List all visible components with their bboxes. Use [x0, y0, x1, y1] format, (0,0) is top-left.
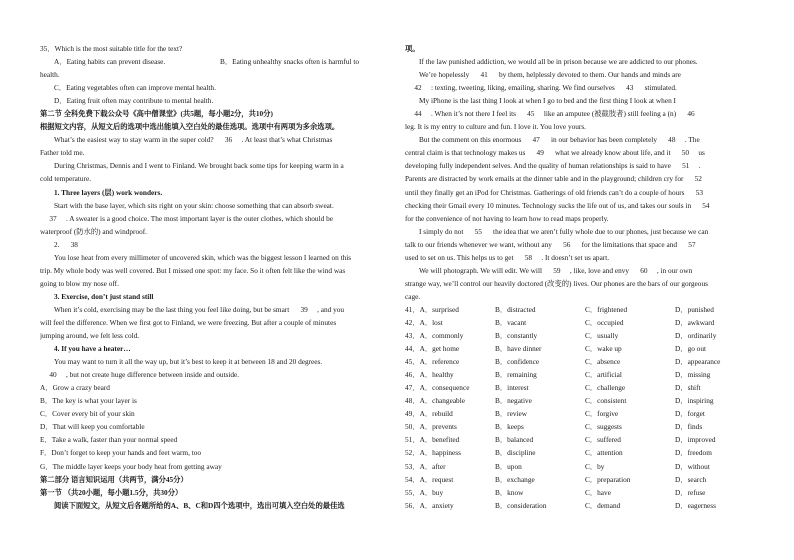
option-d: D．That will keep you comfortable [40, 422, 145, 432]
answer-option-d: D．forget [675, 409, 705, 419]
option-g: G．The middle layer keeps your body heat from getting away [40, 461, 222, 471]
answer-option-c: C．artificial [585, 370, 622, 380]
answer-option-d: D．inspiring [675, 396, 714, 406]
passage-line: What’s the easiest way to stay warm in the super cold? 36 . At least that’s what Christmas [40, 133, 390, 146]
answer-row [405, 303, 755, 316]
passage-line: 44 . When it’s not there I feel its 45 like an amputee (被截肢者) still feeling a (n) 46 [405, 107, 755, 120]
answer-option-d: D．without [675, 461, 710, 471]
answer-option-d: D．punished [675, 304, 714, 314]
blank-36: 36 [216, 133, 242, 146]
blank-44: 44 [405, 107, 431, 120]
q35-option-b-cont: health. [40, 70, 60, 80]
answer-row [405, 381, 755, 394]
passage-line: talk to our friends whenever we want, without any 56 for the limitations that space and 57 [405, 238, 755, 251]
passage-line: 42 : texting, tweeting, liking, emailing, sharing. We find ourselves 43 stimulated. [405, 81, 755, 94]
answer-option-d: D．search [675, 474, 707, 484]
blank-51: 51 [673, 159, 699, 172]
answer-option-c: C．forgive [585, 409, 619, 419]
answer-row [405, 394, 755, 407]
answer-option-b: B．have dinner [495, 344, 542, 354]
blank-45: 45 [518, 107, 544, 120]
blank-48: 48 [659, 133, 685, 146]
answer-option-d: D．shift [675, 383, 701, 393]
passage-line: Start with the base layer, which sits right on your skin: choose something that can absorb sweat. [54, 200, 334, 210]
answer-row [405, 499, 755, 512]
option-f: F．Don’t forget to keep your hands and feet warm, too [40, 448, 202, 458]
answer-option-c: C．challenge [585, 383, 626, 393]
blank-42: 42 [405, 81, 431, 94]
answer-option-d: D．go out [675, 344, 707, 354]
answer-options-list [405, 303, 755, 512]
answer-option-c: C．by [585, 461, 605, 471]
answer-option-c: C．suffered [585, 435, 621, 445]
passage-line: You lose heat from every millimeter of uncovered skin, which was the biggest lesson I learned on this [54, 252, 352, 262]
passage-line: used to set on us. This helps us to get 58 . It doesn’t set us apart. [405, 251, 755, 264]
subheading-2: 2. 38 [40, 238, 390, 251]
answer-row [405, 329, 755, 342]
answer-option-b: B．know [495, 487, 524, 497]
answer-option-c: C．preparation [585, 474, 631, 484]
passage-line: My iPhone is the last thing I look at when I go to bed and the first thing I look at when I [419, 96, 676, 106]
part2-heading: 第二部分 语言知识运用（共两节，满分45分） [40, 474, 188, 484]
passage-line: checking their Gmail every 10 minutes. Technology sucks the life out of us, and takes our souls in 54 [405, 199, 755, 212]
passage-line: If the law punished addiction, we would all be in prison because we are addicted to our phones. [419, 57, 698, 67]
q35-stem: 35．Which is the most suitable title for the text? [40, 44, 183, 53]
passage-line: cage. [405, 291, 421, 301]
answer-option-b: B．discipline [495, 448, 536, 458]
answer-row [405, 316, 755, 329]
answer-option-d: D．awkward [675, 317, 715, 327]
answer-option-c: C．demand [585, 500, 621, 510]
answer-option-b: B．review [495, 409, 528, 419]
answer-row [405, 368, 755, 381]
answer-option-a: 49．A．rebuild [405, 409, 453, 419]
answer-row [405, 342, 755, 355]
passage-line: until they finally get an iPod for Christmas. Gatherings of old friends can’t do a couple of hours 53 [405, 186, 755, 199]
blank-38: 38 [61, 238, 87, 251]
blank-50: 50 [672, 146, 698, 159]
answer-option-a: 45．A．reference [405, 357, 460, 367]
answer-option-a: 50．A．prevents [405, 422, 457, 432]
blank-37: 37 [40, 212, 66, 225]
subheading-4: 4. If you have a heater… [54, 344, 131, 354]
blank-57: 57 [679, 238, 705, 251]
passage-line: going to blow my nose off. [40, 278, 119, 288]
answer-row [405, 486, 755, 499]
passage-line: 40 , but not create huge difference between inside and outside. [40, 368, 390, 381]
answer-option-b: B．consideration [495, 500, 547, 510]
answer-option-c: C．wake up [585, 344, 622, 354]
answer-option-a: 55．A．buy [405, 487, 444, 497]
left-column [40, 42, 390, 512]
option-e: E．Take a walk, faster than your normal speed [40, 435, 178, 445]
passage-line: We’re hopelessly 41 by them, helplessly devoted to them. Our hands and minds are [405, 68, 755, 81]
answer-option-b: B．confidence [495, 357, 540, 367]
passage-line: jumping around, we felt less cold. [40, 331, 140, 341]
answer-option-a: 41．A．surprised [405, 304, 459, 314]
answer-option-c: C．frightened [585, 304, 628, 314]
answer-option-d: D．appearance [675, 357, 721, 367]
answer-option-d: D．freedom [675, 448, 712, 458]
q35-option-b: B．Eating unhealthy snacks often is harmful to [220, 57, 360, 67]
q35-options-ab [40, 55, 390, 68]
blank-46: 46 [678, 107, 704, 120]
blank-41: 41 [471, 68, 497, 81]
passage-line: waterproof (防水的) and windproof. [40, 226, 147, 236]
passage-line: will feel the difference. When we first got to Finland, we were freezing. But after a couple of minutes [40, 317, 337, 327]
answer-option-a: 43．A．commonly [405, 331, 464, 341]
passage-line: trip. My whole body was well covered. But I missed one spot: my face. So it often felt like the wind was [40, 265, 346, 275]
answer-option-a: 51．A．benefited [405, 435, 460, 445]
answer-option-d: D．finds [675, 422, 703, 432]
answer-option-c: C．absence [585, 357, 621, 367]
answer-option-d: D．improved [675, 435, 716, 445]
answer-option-d: D．refuse [675, 487, 706, 497]
answer-option-b: B．remaining [495, 370, 537, 380]
section2-heading: 第二节 全科免费下载公众号《高中僧课堂》(共5题，每小题2分，共10分) [40, 109, 273, 119]
answer-option-a: 53．A．after [405, 461, 446, 471]
section1-heading: 第一节 （共20小题，每小题1.5分，共30分） [40, 487, 183, 497]
answer-option-a: 46．A．healthy [405, 370, 454, 380]
answer-option-c: C．attention [585, 448, 623, 458]
blank-54: 54 [693, 199, 719, 212]
blank-56: 56 [554, 238, 580, 251]
blank-60: 60 [631, 264, 657, 277]
right-column [405, 42, 755, 512]
answer-option-a: 44．A．get home [405, 344, 460, 354]
option-b: B．The key is what your layer is [40, 396, 137, 406]
blank-47: 47 [523, 133, 549, 146]
subheading-1: 1. Three layers (层) work wonders. [54, 187, 163, 197]
answer-row [405, 433, 755, 446]
answer-option-b: B．keeps [495, 422, 524, 432]
passage-line: strange way, we’ll control our heavily doctored (改变的) lives. Our phones are the bars of our gorgeous [405, 278, 708, 288]
q35-option-c: C．Eating vegetables often can improve mental health. [54, 83, 216, 93]
option-a: A．Grow a crazy beard [40, 383, 110, 393]
passage-line: leg. It is my entry to culture and fun. I love it. You love yours. [405, 122, 586, 132]
answer-option-b: B．constantly [495, 331, 538, 341]
blank-59: 59 [544, 264, 570, 277]
q35-option-d: D．Eating fruit often may contribute to mental health. [54, 96, 214, 106]
passage-line: for the convenience of not having to learn how to read maps properly. [405, 213, 609, 223]
answer-row [405, 446, 755, 459]
answer-option-d: D．missing [675, 370, 711, 380]
passage-line: I simply do not 55 the idea that we aren’t fully whole due to our phones, just because we can [405, 225, 755, 238]
passage-line: cold temperature. [40, 174, 92, 184]
passage-line: You may want to turn it all the way up, but it’s best to keep it at between 18 and 20 degrees. [54, 357, 323, 367]
cloze-instruction: 阅读下面短文，从短文后各题所给的A、B、C和D四个选项中，选出可填入空白处的最佳选 [54, 500, 345, 510]
answer-option-b: B．negative [495, 396, 532, 406]
answer-option-b: B．exchange [495, 474, 535, 484]
q35-option-a: A．Eating habits can prevent disease. [54, 57, 166, 67]
answer-option-b: B．distracted [495, 304, 536, 314]
answer-option-c: C．suggests [585, 422, 622, 432]
answer-option-b: B．upon [495, 461, 522, 471]
passage-line: developing fully independent selves. And the quality of human relationships is said to have 51 . [405, 159, 755, 172]
passage-line: During Christmas, Dennis and I went to Finland. We brought back some tips for keeping warm in a [54, 161, 344, 171]
passage-line: Father told me. [40, 148, 85, 158]
passage-line: But the comment on this enormous 47 in our behavior has been completely 48 . The [405, 133, 755, 146]
passage-line: 37 . A sweater is a good choice. The most important layer is the outer clothes, which should be [40, 212, 390, 225]
blank-55: 55 [465, 225, 491, 238]
answer-option-a: 47．A．consequence [405, 383, 470, 393]
passage-line: Parents are distracted by work emails at the dinner table and in the playground; children cry for 52 [405, 172, 755, 185]
answer-row [405, 420, 755, 433]
passage-line: central claim is that technology makes us 49 what we already know about life, and it 50 us [405, 146, 755, 159]
answer-option-c: C．occupied [585, 317, 624, 327]
answer-row [405, 407, 755, 420]
passage-line: When it’s cold, exercising may be the last thing you feel like doing, but be smart 39 , and you [40, 303, 390, 316]
blank-52: 52 [685, 172, 711, 185]
blank-39: 39 [291, 303, 317, 316]
instruction-cont: 项。 [405, 44, 420, 53]
answer-option-a: 52．A．happiness [405, 448, 461, 458]
answer-option-a: 56．A．anxiety [405, 500, 454, 510]
blank-40: 40 [40, 368, 66, 381]
blank-49: 49 [527, 146, 553, 159]
blank-53: 53 [686, 186, 712, 199]
answer-row [405, 473, 755, 486]
answer-option-c: C．consistent [585, 396, 627, 406]
answer-option-a: 42．A．lost [405, 317, 443, 327]
blank-43: 43 [617, 81, 643, 94]
answer-row [405, 355, 755, 368]
answer-option-b: B．interest [495, 383, 529, 393]
blank-58: 58 [515, 251, 541, 264]
answer-option-b: B．vacant [495, 317, 527, 327]
answer-option-b: B．balanced [495, 435, 534, 445]
answer-option-d: D．ordinarily [675, 331, 717, 341]
answer-option-d: D．eagerness [675, 500, 716, 510]
option-c: C．Cover every bit of your skin [40, 409, 135, 419]
answer-option-a: 54．A．request [405, 474, 454, 484]
answer-option-a: 48．A．changeable [405, 396, 465, 406]
section2-instruction: 根据短文内容，从短文后的选项中选出能填入空白处的最佳选项。选项中有两项为多余选项。 [40, 122, 340, 132]
answer-row [405, 460, 755, 473]
subheading-3: 3. Exercise, don’t just stand still [54, 291, 154, 301]
answer-option-c: C．usually [585, 331, 619, 341]
answer-option-c: C．have [585, 487, 611, 497]
passage-line: We will photograph. We will edit. We will 59 , like, love and envy 60 , in our own [405, 264, 755, 277]
